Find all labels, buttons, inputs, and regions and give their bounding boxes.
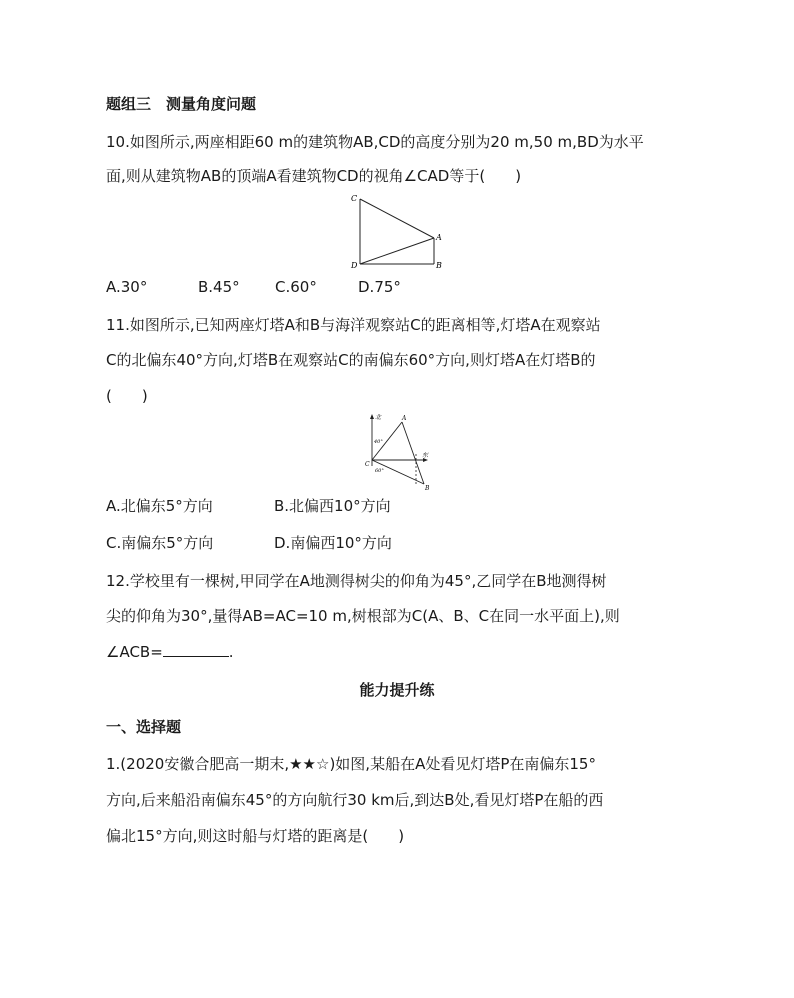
q11-option-d: D.南偏西10°方向 — [274, 534, 392, 552]
q10-option-c: C.60° — [275, 278, 317, 296]
q10-line2: 面,则从建筑物AB的顶端A看建筑物CD的视角∠CAD等于( ) — [106, 167, 522, 185]
q10-line1: 10.如图所示,两座相距60 m的建筑物AB,CD的高度分别为20 m,50 m,BD为水平 — [106, 133, 644, 151]
q10-option-d: D.75° — [358, 278, 401, 296]
q11-figure — [362, 410, 436, 492]
q10-option-b: B.45° — [198, 278, 240, 296]
q11-angle-40: 40° — [374, 439, 383, 445]
q10-label-a: A — [436, 233, 442, 242]
q11-line2: C的北偏东40°方向,灯塔B在观察站C的南偏东60°方向,则灯塔A在灯塔B的 — [106, 351, 596, 369]
q1-line2: 方向,后来船沿南偏东45°的方向航行30 km后,到达B处,看见灯塔P在船的西 — [106, 791, 604, 809]
q11-label-b: B — [425, 485, 430, 492]
q11-angle-60: 60° — [375, 468, 384, 474]
q11-label-a: A — [402, 415, 407, 422]
q10-edge-ca — [360, 199, 434, 238]
q10-label-d: D — [351, 261, 358, 270]
q11-option-c: C.南偏东5°方向 — [106, 534, 214, 552]
q10-option-a: A.30° — [106, 278, 148, 296]
q11-option-a: A.北偏东5°方向 — [106, 497, 213, 515]
q10-label-c: C — [351, 194, 358, 203]
q12-line3 — [106, 642, 234, 662]
q11-line3: ( ) — [106, 387, 148, 405]
q12-answer-blank — [163, 642, 229, 657]
ability-section-title: 能力提升练 — [359, 681, 435, 699]
q1-line3: 偏北15°方向,则这时船与灯塔的距离是( ) — [106, 827, 405, 845]
q1-line1: 1.(2020安徽合肥高一期末,★★☆)如图,某船在A处看见灯塔P在南偏东15° — [106, 755, 596, 773]
section-group-title: 题组三 测量角度问题 — [106, 95, 257, 113]
part1-title: 一、选择题 — [106, 718, 182, 736]
q12-line3-suffix: . — [228, 643, 234, 661]
q11-label-c: C — [365, 461, 370, 468]
q12-line3-prefix: ∠ACB= — [106, 643, 163, 661]
q10-label-b: B — [436, 261, 442, 270]
q11-label-north: 北 — [375, 414, 382, 421]
q10-edge-da — [360, 238, 434, 264]
q11-option-b: B.北偏西10°方向 — [274, 497, 391, 515]
q11-line1: 11.如图所示,已知两座灯塔A和B与海洋观察站C的距离相等,灯塔A在观察站 — [106, 316, 601, 334]
q12-line1: 12.学校里有一棵树,甲同学在A地测得树尖的仰角为45°,乙同学在B地测得树 — [106, 572, 607, 590]
q10-figure — [346, 192, 446, 274]
q12-line2: 尖的仰角为30°,量得AB=AC=10 m,树根部为C(A、B、C在同一水平面上),则 — [106, 607, 620, 625]
q11-north-arrow — [370, 414, 374, 419]
q11-label-east: 东 — [422, 452, 429, 459]
q11-edge-ab — [402, 422, 424, 484]
